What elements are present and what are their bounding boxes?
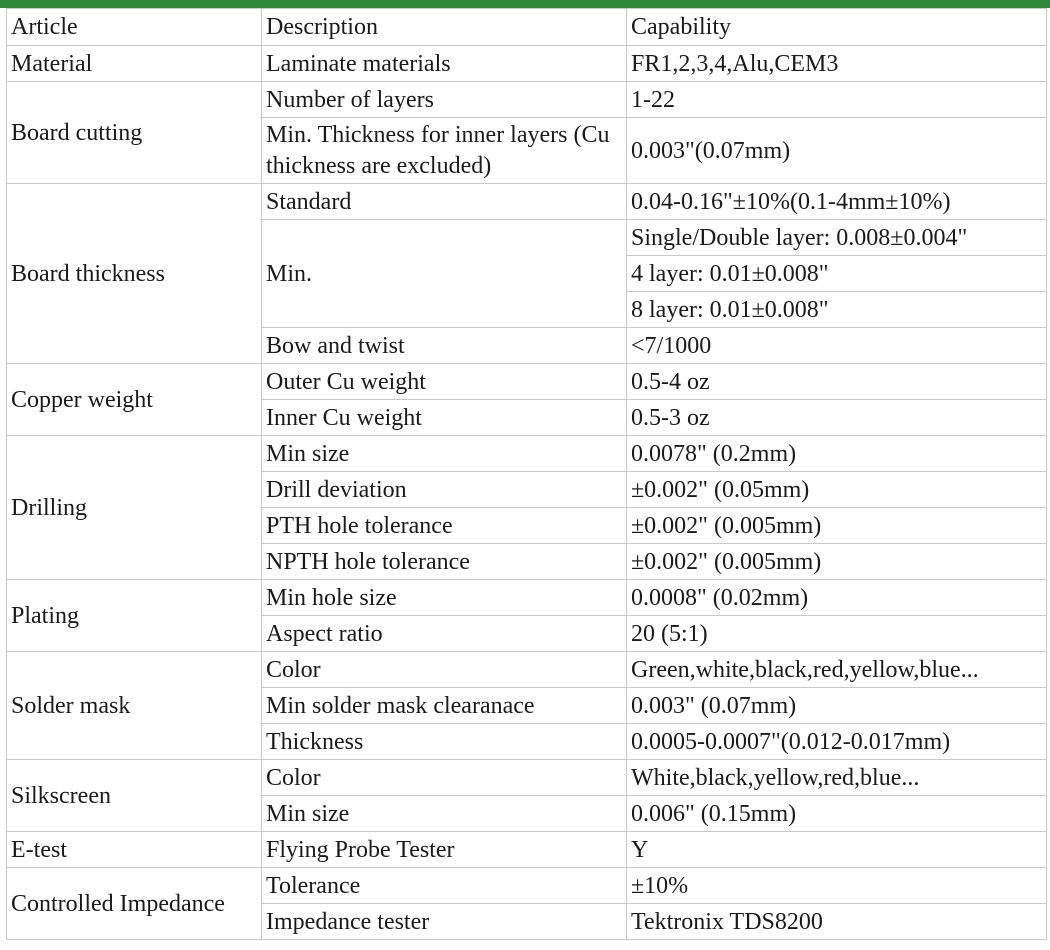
capability-cell: 1-22 bbox=[627, 82, 1047, 118]
description-cell: NPTH hole tolerance bbox=[262, 544, 627, 580]
table-row bbox=[7, 82, 1047, 118]
description-cell: Laminate materials bbox=[262, 46, 627, 82]
description-cell: PTH hole tolerance bbox=[262, 508, 627, 544]
article-cell: Copper weight bbox=[7, 364, 262, 436]
article-cell: Silkscreen bbox=[7, 760, 262, 832]
description-cell: Number of layers bbox=[262, 82, 627, 118]
capability-cell: Green,white,black,red,yellow,blue... bbox=[627, 652, 1047, 688]
capability-cell: <7/1000 bbox=[627, 328, 1047, 364]
table-row bbox=[7, 652, 1047, 688]
article-cell: Solder mask bbox=[7, 652, 262, 760]
description-cell: Color bbox=[262, 652, 627, 688]
article-cell: Drilling bbox=[7, 436, 262, 580]
table-row bbox=[7, 832, 1047, 868]
article-cell: Material bbox=[7, 46, 262, 82]
capability-cell: ±0.002" (0.005mm) bbox=[627, 508, 1047, 544]
capability-cell: 4 layer: 0.01±0.008" bbox=[627, 256, 1047, 292]
capability-cell: 0.0008" (0.02mm) bbox=[627, 580, 1047, 616]
capability-cell: Single/Double layer: 0.008±0.004" bbox=[627, 220, 1047, 256]
description-cell: Min solder mask clearanace bbox=[262, 688, 627, 724]
table-row bbox=[7, 580, 1047, 616]
capability-cell: White,black,yellow,red,blue... bbox=[627, 760, 1047, 796]
description-cell: Aspect ratio bbox=[262, 616, 627, 652]
table-row bbox=[7, 760, 1047, 796]
article-cell: Plating bbox=[7, 580, 262, 652]
description-cell: Min size bbox=[262, 436, 627, 472]
capability-cell: 0.0078" (0.2mm) bbox=[627, 436, 1047, 472]
capability-cell: 0.5-4 oz bbox=[627, 364, 1047, 400]
description-cell: Min. bbox=[262, 220, 627, 328]
description-cell: Min. Thickness for inner layers (Cu thickness are excluded) bbox=[262, 118, 627, 184]
description-cell: Flying Probe Tester bbox=[262, 832, 627, 868]
capability-cell: 0.003" (0.07mm) bbox=[627, 688, 1047, 724]
description-cell: Standard bbox=[262, 184, 627, 220]
article-cell: Board cutting bbox=[7, 82, 262, 184]
capability-cell: FR1,2,3,4,Alu,CEM3 bbox=[627, 46, 1047, 82]
table-row bbox=[7, 364, 1047, 400]
capability-cell: Tektronix TDS8200 bbox=[627, 904, 1047, 940]
article-cell: E-test bbox=[7, 832, 262, 868]
capability-cell: ±0.002" (0.05mm) bbox=[627, 472, 1047, 508]
table-row bbox=[7, 868, 1047, 904]
header-row bbox=[7, 9, 1047, 46]
description-cell: Outer Cu weight bbox=[262, 364, 627, 400]
capability-cell: Y bbox=[627, 832, 1047, 868]
capability-cell: ±0.002" (0.005mm) bbox=[627, 544, 1047, 580]
table-row bbox=[7, 436, 1047, 472]
description-cell: Tolerance bbox=[262, 868, 627, 904]
description-cell: Color bbox=[262, 760, 627, 796]
article-cell: Board thickness bbox=[7, 184, 262, 364]
description-cell: Drill deviation bbox=[262, 472, 627, 508]
description-cell: Min size bbox=[262, 796, 627, 832]
description-cell: Min hole size bbox=[262, 580, 627, 616]
description-cell: Bow and twist bbox=[262, 328, 627, 364]
top-accent-bar bbox=[0, 0, 1050, 8]
table-row bbox=[7, 46, 1047, 82]
capability-cell: 0.04-0.16"±10%(0.1-4mm±10%) bbox=[627, 184, 1047, 220]
header-description: Description bbox=[262, 9, 627, 46]
pcb-capability-table bbox=[6, 8, 1047, 940]
capability-cell: 20 (5:1) bbox=[627, 616, 1047, 652]
table-row bbox=[7, 184, 1047, 220]
capability-cell: 8 layer: 0.01±0.008" bbox=[627, 292, 1047, 328]
description-cell: Inner Cu weight bbox=[262, 400, 627, 436]
capability-cell: 0.003"(0.07mm) bbox=[627, 118, 1047, 184]
article-cell: Controlled Impedance bbox=[7, 868, 262, 940]
capability-cell: 0.5-3 oz bbox=[627, 400, 1047, 436]
description-cell: Impedance tester bbox=[262, 904, 627, 940]
description-cell: Thickness bbox=[262, 724, 627, 760]
header-capability: Capability bbox=[627, 9, 1047, 46]
capability-cell: ±10% bbox=[627, 868, 1047, 904]
capability-cell: 0.006" (0.15mm) bbox=[627, 796, 1047, 832]
capability-cell: 0.0005-0.0007"(0.012-0.017mm) bbox=[627, 724, 1047, 760]
header-article: Article bbox=[7, 9, 262, 46]
